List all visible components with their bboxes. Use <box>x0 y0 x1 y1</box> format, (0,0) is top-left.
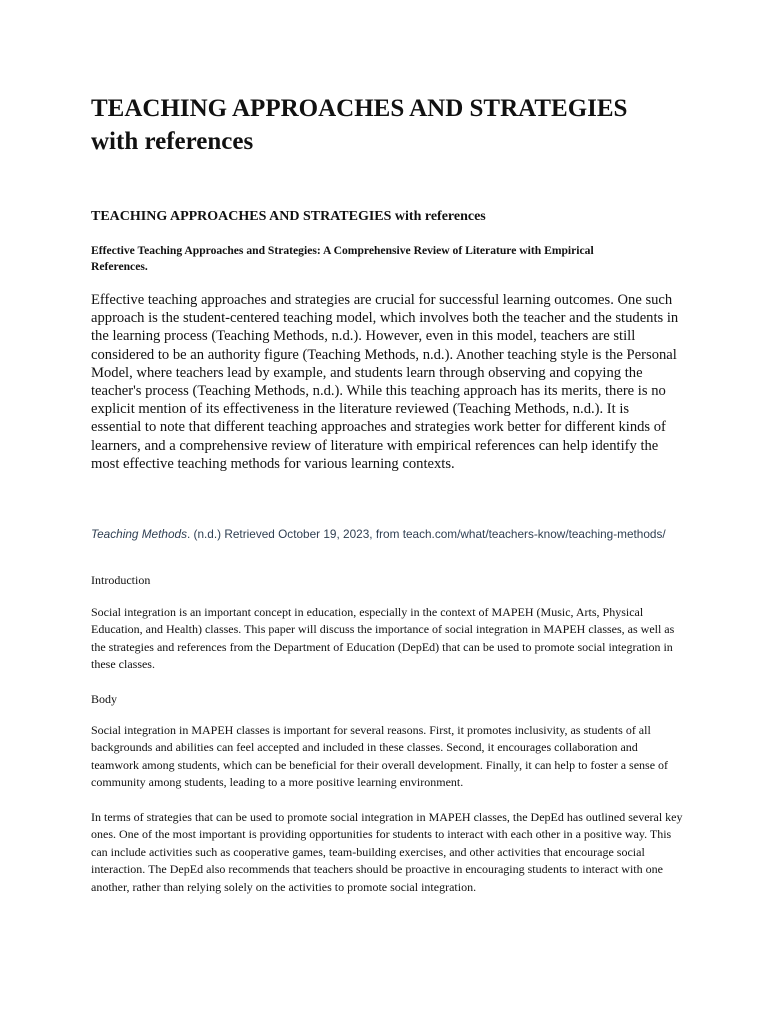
introduction-paragraph: Social integration is an important concept in education, especially in the context of MAPEH (Music, Arts, Physical Education, and Health) classes. This paper will discuss the importance of social integration in MAPEH classes, as well as the strategies and references from the Department of Education (DepEd) that can be used to promote social integration in these classes. <box>91 605 675 672</box>
document-title-line-1: TEACHING APPROACHES AND STRATEGIES <box>91 95 628 122</box>
review-title: Effective Teaching Approaches and Strategies: A Comprehensive Review of Literature with Empirical References. <box>91 244 594 273</box>
document-title <box>91 92 691 158</box>
reference-details: . (n.d.) Retrieved October 19, 2023, from teach.com/what/teachers-know/teaching-methods/ <box>186 527 666 541</box>
body-heading: Body <box>91 692 118 706</box>
document-title-line-2: with references <box>91 128 254 155</box>
body-paragraph-2: In terms of strategies that can be used to promote social integration in MAPEH classes, the DepEd has outlined several key ones. One of the most important is providing opportunities for students to interact with each other in a positive way. This can include activities such as cooperative games, team-building exercises, and other activities that encourage social interaction. The DepEd also recommends that teachers should be proactive in encouraging students to interact with one another, rather than relying solely on the activities to promote social integration. <box>91 810 683 894</box>
intro-paragraph: Effective teaching approaches and strategies are crucial for successful learning outcomes. One such approach is the student-centered teaching model, which involves both the teacher and the students in the learning process (Teaching Methods, n.d.). However, even in this model, teachers are still considered to be an authority figure (Teaching Methods, n.d.). Another teaching style is the Personal Model, where teachers lead by example, and students learn through observing and copying the teacher's process (Teaching Methods, n.d.). While this teaching approach has its merits, there is no explicit mention of its effectiveness in the literature reviewed (Teaching Methods, n.d.). It is essential to note that different teaching approaches and strategies work better for different kinds of learners, and a comprehensive review of literature with empirical references can help identify the most effective teaching methods for various learning contexts. <box>91 292 679 472</box>
reference-citation <box>91 525 691 543</box>
reference-source: Teaching Methods <box>91 527 187 541</box>
introduction-heading: Introduction <box>91 573 151 587</box>
document-subtitle: TEACHING APPROACHES AND STRATEGIES with references <box>91 209 486 224</box>
body-paragraph-1: Social integration in MAPEH classes is important for several reasons. First, it promotes inclusivity, as students of all backgrounds and abilities can feel accepted and included in these classes. Second, it encourages collaboration and teamwork among students, which can be beneficial for their overall development. Finally, it can help to foster a sense of community among students, leading to a more positive learning environment. <box>91 723 669 790</box>
